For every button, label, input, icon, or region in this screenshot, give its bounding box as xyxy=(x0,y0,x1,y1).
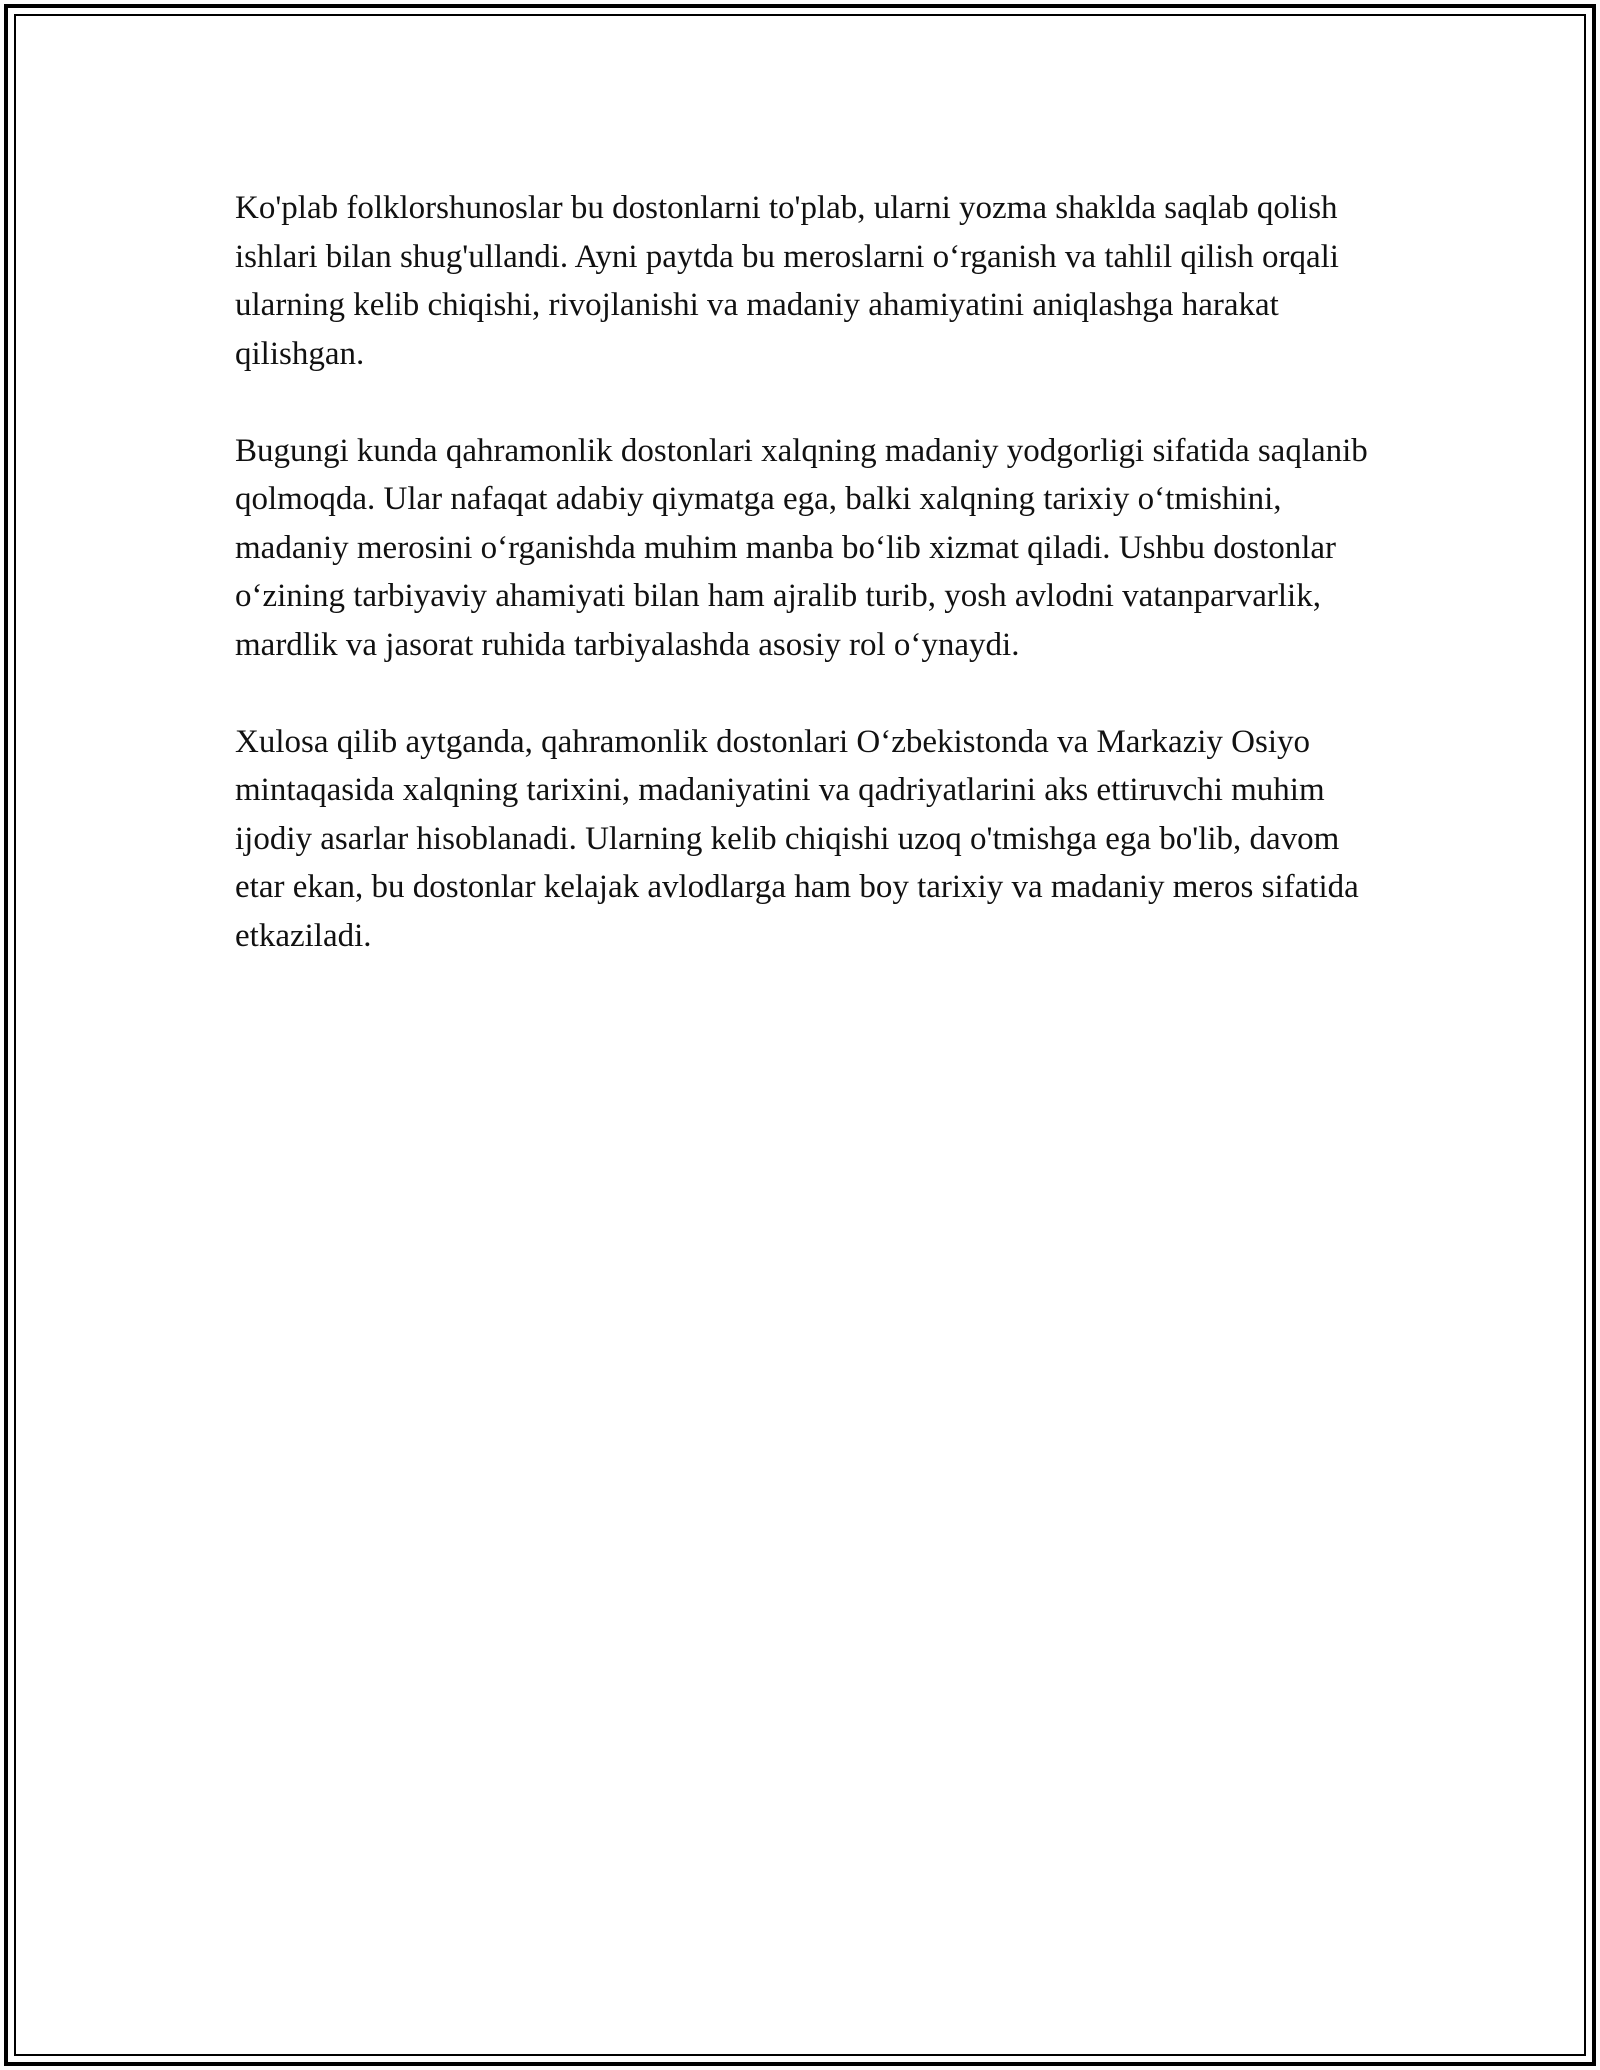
paragraph-2: Bugungi kunda qahramonlik dostonlari xalqning madaniy yodgorligi sifatida saqlanib qolmoqda. Ular nafaqat adabiy qiymatga ega, balki xalqning tarixiy o‘tmishini, madaniy merosini o‘rganishda muhim manba bo‘lib xizmat qiladi. Ushbu dostonlar o‘zining tarbiyaviy ahamiyati bilan ham ajralib turib, yosh avlodni vatanparvarlik, mardlik va jasorat ruhida tarbiyalashda asosiy rol o‘ynaydi. xyxy=(235,432,1368,663)
paragraph-3: Xulosa qilib aytganda, qahramonlik dostonlari O‘zbekistonda va Markaziy Osiyo mintaqasida xalqning tarixini, madaniyatini va qadriyatlarini aks ettiruvchi muhim ijodiy asarlar hisoblanadi. Ularning kelib chiqishi uzoq o'tmishga ega bo'lib, davom etar ekan, bu dostonlar kelajak avlodlarga ham boy tarixiy va madaniy meros sifatida etkaziladi. xyxy=(235,723,1359,954)
document-body xyxy=(235,184,1370,1009)
paragraph-1: Ko'plab folklorshunoslar bu dostonlarni to'plab, ularni yozma shaklda saqlab qolish ishlari bilan shug'ullandi. Ayni paytda bu meroslarni o‘rganish va tahlil qilish orqali ularning kelib chiqishi, rivojlanishi va madaniy ahamiyatini aniqlashga harakat qilishgan. xyxy=(235,190,1339,372)
